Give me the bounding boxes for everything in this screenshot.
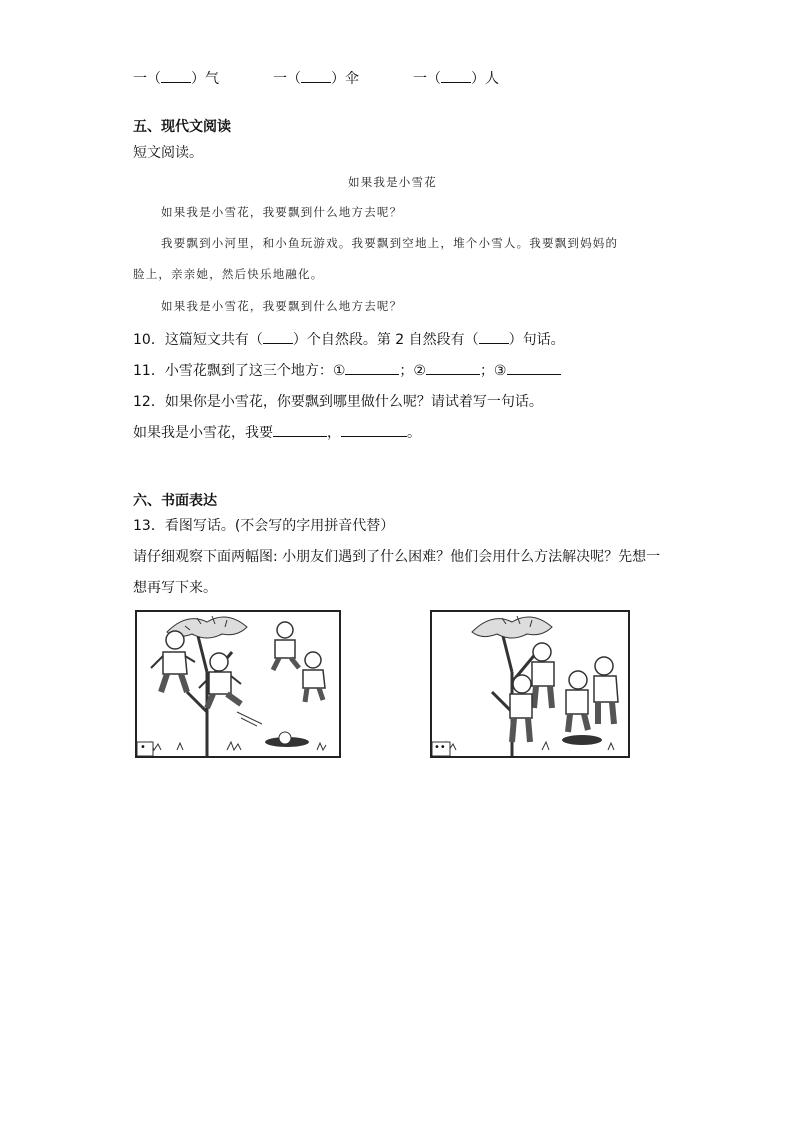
passage-paragraph-1: 如果我是小雪花，我要飘到什么地方去呢？ — [161, 205, 403, 219]
question-10: 10．这篇短文共有（ ）个自然段。第 2 自然段有（ ）句话。 — [133, 332, 565, 348]
section6-heading: 六、书面表达 — [133, 493, 217, 509]
q12-blank-2[interactable] — [341, 424, 407, 437]
question-12-answer: 如果我是小雪花，我要 ， 。 — [133, 425, 421, 441]
section5-instruction: 短文阅读。 — [133, 145, 203, 161]
q10-blank-1[interactable] — [263, 331, 293, 344]
question-11: 11．小雪花飘到了这三个地方：① ；② ；③ — [133, 360, 561, 380]
q11-blank-1[interactable] — [345, 362, 399, 375]
q11-blank-2[interactable] — [426, 362, 480, 375]
passage-title: 如果我是小雪花 — [348, 175, 437, 189]
picture-1 — [135, 610, 341, 758]
q12-blank-1[interactable] — [273, 424, 327, 437]
q10-blank-2[interactable] — [479, 331, 509, 344]
fill-item-2: 一（ ）伞 — [273, 71, 359, 87]
blank-2[interactable] — [301, 70, 331, 83]
question-13: 13．看图写话。(不会写的字用拼音代替） — [133, 518, 395, 534]
picture-1-label: • — [140, 742, 146, 753]
picture-2-drawing — [432, 612, 628, 756]
fill-item-3: 一（ ）人 — [413, 71, 499, 87]
q13-prompt-line-2: 想再写下来。 — [133, 580, 217, 596]
picture-1-drawing — [137, 612, 339, 756]
fill-item-1: 一（ ）气 — [133, 71, 219, 87]
passage-paragraph-2-line-2: 脸上，亲亲她，然后快乐地融化。 — [133, 267, 324, 281]
blank-1[interactable] — [161, 70, 191, 83]
picture-2 — [430, 610, 630, 758]
blank-3[interactable] — [441, 70, 471, 83]
q13-prompt-line-1: 请仔细观察下面两幅图: 小朋友们遇到了什么困难？他们会用什么方法解决呢？先想一 — [133, 549, 661, 565]
passage-paragraph-3: 如果我是小雪花，我要飘到什么地方去呢？ — [161, 299, 403, 313]
question-12: 12．如果你是小雪花，你要飘到哪里做什么呢？请试着写一句话。 — [133, 394, 543, 410]
section5-heading: 五、现代文阅读 — [133, 119, 231, 135]
picture-2-label: •• — [434, 742, 446, 753]
passage-paragraph-2-line-1: 我要飘到小河里，和小鱼玩游戏。我要飘到空地上，堆个小雪人。我要飘到妈妈的 — [161, 236, 619, 250]
q11-blank-3[interactable] — [507, 362, 561, 375]
